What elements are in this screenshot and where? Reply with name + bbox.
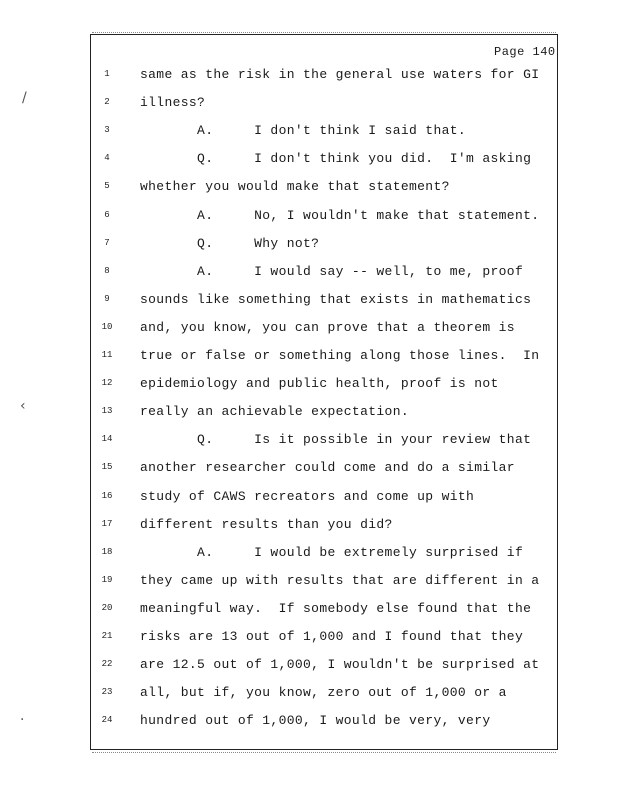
line-number: 7 xyxy=(104,237,110,248)
transcript-line: risks are 13 out of 1,000 and I found that they xyxy=(140,629,524,644)
line-number: 8 xyxy=(104,265,110,276)
line-number: 18 xyxy=(101,546,113,557)
transcript-line: illness? xyxy=(140,95,206,111)
bottom-dotted-rule xyxy=(92,752,556,753)
line-number: 9 xyxy=(104,293,110,304)
margin-mark: · xyxy=(20,712,25,728)
transcript-line: Q. Is it possible in your review that xyxy=(140,432,532,448)
transcript-line: they came up with results that are different in a xyxy=(140,572,540,588)
line-number: 10 xyxy=(101,321,113,332)
transcript-line: different results than you did? xyxy=(140,516,393,532)
top-dotted-rule xyxy=(92,32,556,33)
transcript-line: really an achievable expectation. xyxy=(140,404,409,420)
line-number: 1 xyxy=(104,69,110,79)
line-number: 5 xyxy=(104,181,110,192)
line-number: 6 xyxy=(104,209,110,220)
line-number: 3 xyxy=(104,125,110,136)
transcript-line: Q. Why not? xyxy=(140,235,320,251)
line-number: 24 xyxy=(101,715,113,726)
transcript-line: A. No, I wouldn't make that statement. xyxy=(140,207,540,223)
transcript-line: sounds like something that exists in mathematics xyxy=(140,291,532,307)
margin-mark: / xyxy=(22,90,27,106)
transcript-line: study of CAWS recreators and come up with xyxy=(140,488,475,504)
transcript-line: epidemiology and public health, proof is not xyxy=(140,376,499,392)
transcript-line: meaningful way. If somebody else found that the xyxy=(140,600,532,616)
transcript-line: whether you would make that statement? xyxy=(140,179,450,195)
line-number: 2 xyxy=(104,97,110,108)
margin-mark: ‹ xyxy=(20,398,26,414)
transcript-line: are 12.5 out of 1,000, I wouldn't be surprised at xyxy=(140,657,540,673)
transcript-line: all, but if, you know, zero out of 1,000 or a xyxy=(140,685,507,701)
line-number: 16 xyxy=(101,490,113,501)
line-number: 13 xyxy=(101,406,113,417)
transcript-line: and, you know, you can prove that a theorem is xyxy=(140,319,515,335)
line-number: 21 xyxy=(101,631,113,641)
line-number: 19 xyxy=(101,574,113,585)
line-number: 14 xyxy=(101,434,113,445)
page-number: Page 140 xyxy=(494,45,556,59)
transcript-line: A. I would be extremely surprised if xyxy=(140,544,524,560)
transcript-line: A. I don't think I said that. xyxy=(140,123,467,139)
transcript-line: hundred out of 1,000, I would be very, very xyxy=(140,713,491,729)
transcript-line: A. I would say -- well, to me, proof xyxy=(140,263,524,279)
transcript-line: another researcher could come and do a similar xyxy=(140,460,515,476)
line-number: 15 xyxy=(101,462,113,473)
line-number: 4 xyxy=(104,153,110,164)
line-number: 23 xyxy=(101,687,113,698)
line-number: 20 xyxy=(101,602,113,613)
line-number: 11 xyxy=(101,350,113,360)
line-number: 22 xyxy=(101,659,113,670)
line-number: 12 xyxy=(101,378,113,389)
line-number: 17 xyxy=(101,518,113,529)
transcript-line: true or false or something along those lines. In xyxy=(140,348,540,363)
transcript-line: Q. I don't think you did. I'm asking xyxy=(140,151,532,167)
transcript-line: same as the risk in the general use waters for GI xyxy=(140,67,540,82)
